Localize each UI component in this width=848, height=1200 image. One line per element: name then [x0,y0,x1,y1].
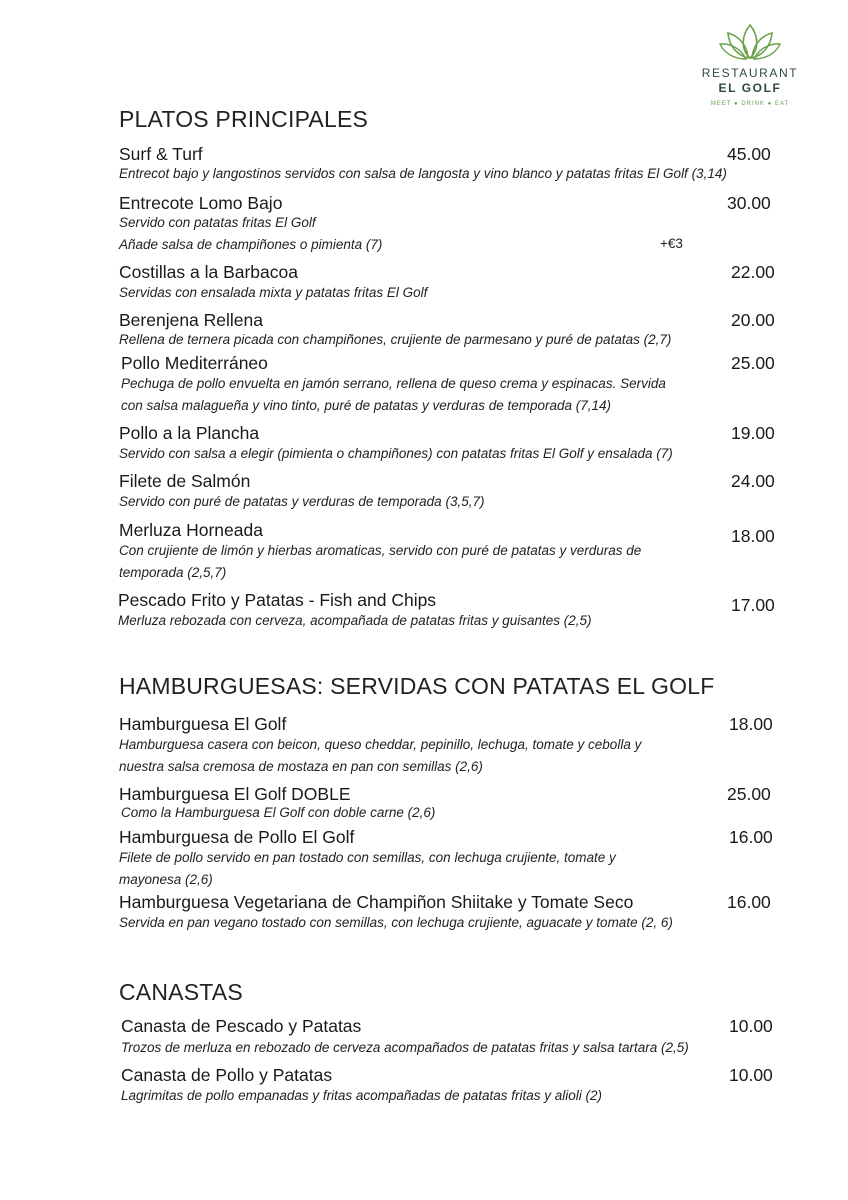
logo-restaurant-text: RESTAURANT [701,66,799,80]
menu-item-description: Rellena de ternera picada con champiñones, crujiente de parmesano y puré de patatas (2,7) [119,332,672,347]
menu-item-description: Trozos de merluza en rebozado de cerveza acompañados de patatas fritas y salsa tartara (2,5) [121,1040,689,1055]
menu-item-name: Costillas a la Barbacoa [119,262,298,282]
menu-item-description: Servido con patatas fritas El Golf [119,215,316,230]
menu-item-description: Servido con salsa a elegir (pimienta o champiñones) con patatas fritas El Golf y ensalada (7) [119,446,673,461]
menu-item-description: Añade salsa de champiñones o pimienta (7) [119,237,383,252]
menu-item-price: 25.00 [727,784,771,804]
restaurant-logo [694,22,806,107]
menu-item-price: 22.00 [731,262,775,282]
menu-item-name: Hamburguesa de Pollo El Golf [119,827,355,847]
menu-item-price: 20.00 [731,310,775,330]
menu-item-description: Como la Hamburguesa El Golf con doble carne (2,6) [121,805,436,820]
menu-item-name: Pescado Frito y Patatas - Fish and Chips [118,590,437,610]
menu-item-name: Entrecote Lomo Bajo [119,193,283,213]
menu-item-price: 25.00 [731,353,775,373]
menu-item-name: Filete de Salmón [119,471,251,491]
menu-item-name: Berenjena Rellena [119,310,263,330]
menu-item-name: Pollo Mediterráneo [121,353,268,373]
menu-item-description: Entrecot bajo y langostinos servidos con salsa de langosta y vino blanco y patatas fritas El Golf (3,14) [119,166,727,181]
menu-item-name: Pollo a la Plancha [119,423,260,443]
menu-item-price: 18.00 [729,714,773,734]
menu-item-description: Con crujiente de limón y hierbas aromaticas, servido con puré de patatas y verduras de [119,543,642,558]
menu-item-description: temporada (2,5,7) [119,565,227,580]
menu-item-price: 24.00 [731,471,775,491]
menu-item-description: Servidas con ensalada mixta y patatas fritas El Golf [119,285,428,300]
menu-item-price: 10.00 [729,1065,773,1085]
section-title-platos-principales: PLATOS PRINCIPALES [119,106,369,132]
menu-item-price: 10.00 [729,1016,773,1036]
menu-item-description: Filete de pollo servido en pan tostado con semillas, con lechuga crujiente, tomate y [119,850,616,865]
menu-item-price: 30.00 [727,193,771,213]
menu-item-name: Canasta de Pescado y Patatas [121,1016,362,1036]
menu-item-description: Merluza rebozada con cerveza, acompañada de patatas fritas y guisantes (2,5) [118,613,592,628]
menu-item-extra-price: +€3 [660,236,683,251]
menu-item-price: 19.00 [731,423,775,443]
menu-item-name: Hamburguesa El Golf [119,714,287,734]
menu-item-description: Lagrimitas de pollo empanadas y fritas acompañadas de patatas fritas y alioli (2) [121,1088,603,1103]
menu-item-name: Merluza Horneada [119,520,263,540]
menu-item-price: 17.00 [731,595,775,615]
menu-item-description: con salsa malagueña y vino tinto, puré de patatas y verduras de temporada (7,14) [121,398,612,413]
menu-item-price: 16.00 [729,827,773,847]
logo-el-golf-text: EL GOLF [718,81,782,95]
section-title-canastas: CANASTAS [119,979,243,1005]
section-title-hamburguesas: HAMBURGUESAS: SERVIDAS CON PATATAS EL GOLF [119,673,715,699]
menu-item-description: Pechuga de pollo envuelta en jamón serrano, rellena de queso crema y espinacas. Servida [121,376,666,391]
menu-item-price: 18.00 [731,526,775,546]
menu-item-name: Hamburguesa Vegetariana de Champiñon Shiitake y Tomate Seco [119,892,634,912]
menu-item-name: Canasta de Pollo y Patatas [121,1065,333,1085]
menu-item-name: Hamburguesa El Golf DOBLE [119,784,351,804]
menu-item-description: Servido con puré de patatas y verduras de temporada (3,5,7) [119,494,485,509]
menu-item-price: 16.00 [727,892,771,912]
menu-item-name: Surf & Turf [119,144,203,164]
menu-item-description: nuestra salsa cremosa de mostaza en pan con semillas (2,6) [119,759,483,774]
menu-item-description: Hamburguesa casera con beicon, queso cheddar, pepinillo, lechuga, tomate y cebolla y [119,737,642,752]
menu-item-description: Servida en pan vegano tostado con semillas, con lechuga crujiente, aguacate y tomate (2, 6) [119,915,673,930]
logo-tagline: MEET ● DRINK ● EAT [710,101,790,107]
menu-item-description: mayonesa (2,6) [119,872,213,887]
lotus-leaves-icon [719,22,781,60]
menu-item-price: 45.00 [727,144,771,164]
